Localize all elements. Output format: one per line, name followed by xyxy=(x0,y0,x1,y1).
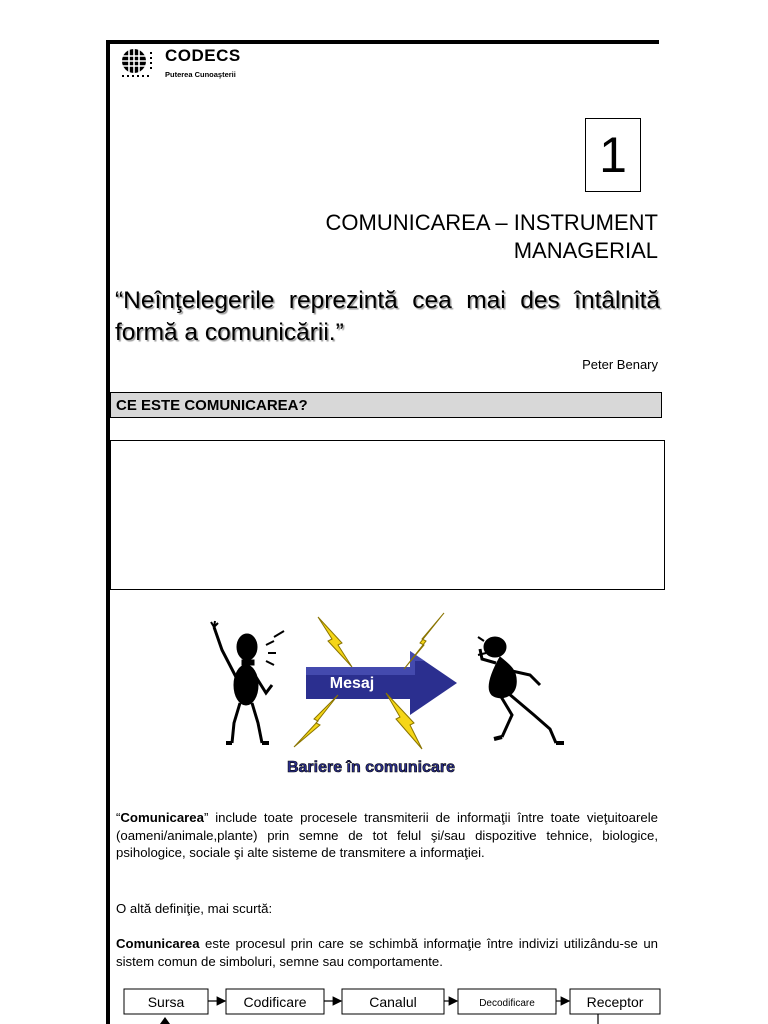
section-heading: CE ESTE COMUNICAREA? xyxy=(110,392,662,418)
page-title xyxy=(208,209,658,265)
logo-name: CODECS xyxy=(165,46,241,65)
receiver-figure-icon xyxy=(478,637,564,743)
illustration-caption: Bariere în comunicare xyxy=(286,759,456,776)
flow-label-codificare: Codificare xyxy=(243,994,307,1010)
flow-label-canalul: Canalul xyxy=(369,994,417,1010)
short-definition-intro: O altă definiţie, mai scurtă: xyxy=(116,901,273,916)
definition-paragraph-2 xyxy=(116,935,658,970)
flow-label-sursa: Sursa xyxy=(147,994,185,1010)
feedback-arrow-icon xyxy=(160,1017,170,1024)
answer-box xyxy=(110,440,665,590)
definition-paragraph-1 xyxy=(116,809,658,862)
chapter-number: 1 xyxy=(585,118,641,192)
definition-term-1: Comunicarea xyxy=(120,810,204,825)
logo-tagline: Puterea Cunoaşterii xyxy=(165,70,236,79)
title-line-2: MANAGERIAL xyxy=(513,238,658,263)
quote-text: “Neînţelegerile reprezintă cea mai des întâlnită formă a comunicării.” xyxy=(115,287,660,346)
sender-figure-icon xyxy=(211,621,284,743)
quote-author: Peter Benary xyxy=(582,357,658,372)
flow-label-receptor: Receptor xyxy=(586,994,644,1010)
arrow-label: Mesaj xyxy=(329,675,375,692)
title-line-1: COMUNICAREA – INSTRUMENT xyxy=(325,210,658,235)
flow-label-decodificare: Decodificare xyxy=(479,998,535,1009)
open-quote: “ xyxy=(116,810,121,825)
definition-term-2: Comunicarea xyxy=(116,936,200,951)
communication-flow-diagram xyxy=(110,985,670,1024)
communication-barriers-illustration xyxy=(200,605,580,785)
definition-text-1: ” include toate procesele transmiterii de informaţii între toate vieţuitoarele (oameni/animale,plante) prin semne de tot felul şi/sau dispozitive tehnice, biologice, psihologice, sociale şi alte sisteme de transmitere a informaţiei. xyxy=(116,810,658,860)
definition-text-2: este procesul prin care se schimbă informaţie între indivizi utilizându-se un sistem comun de simboluri, semne sau comportamente. xyxy=(116,936,658,969)
